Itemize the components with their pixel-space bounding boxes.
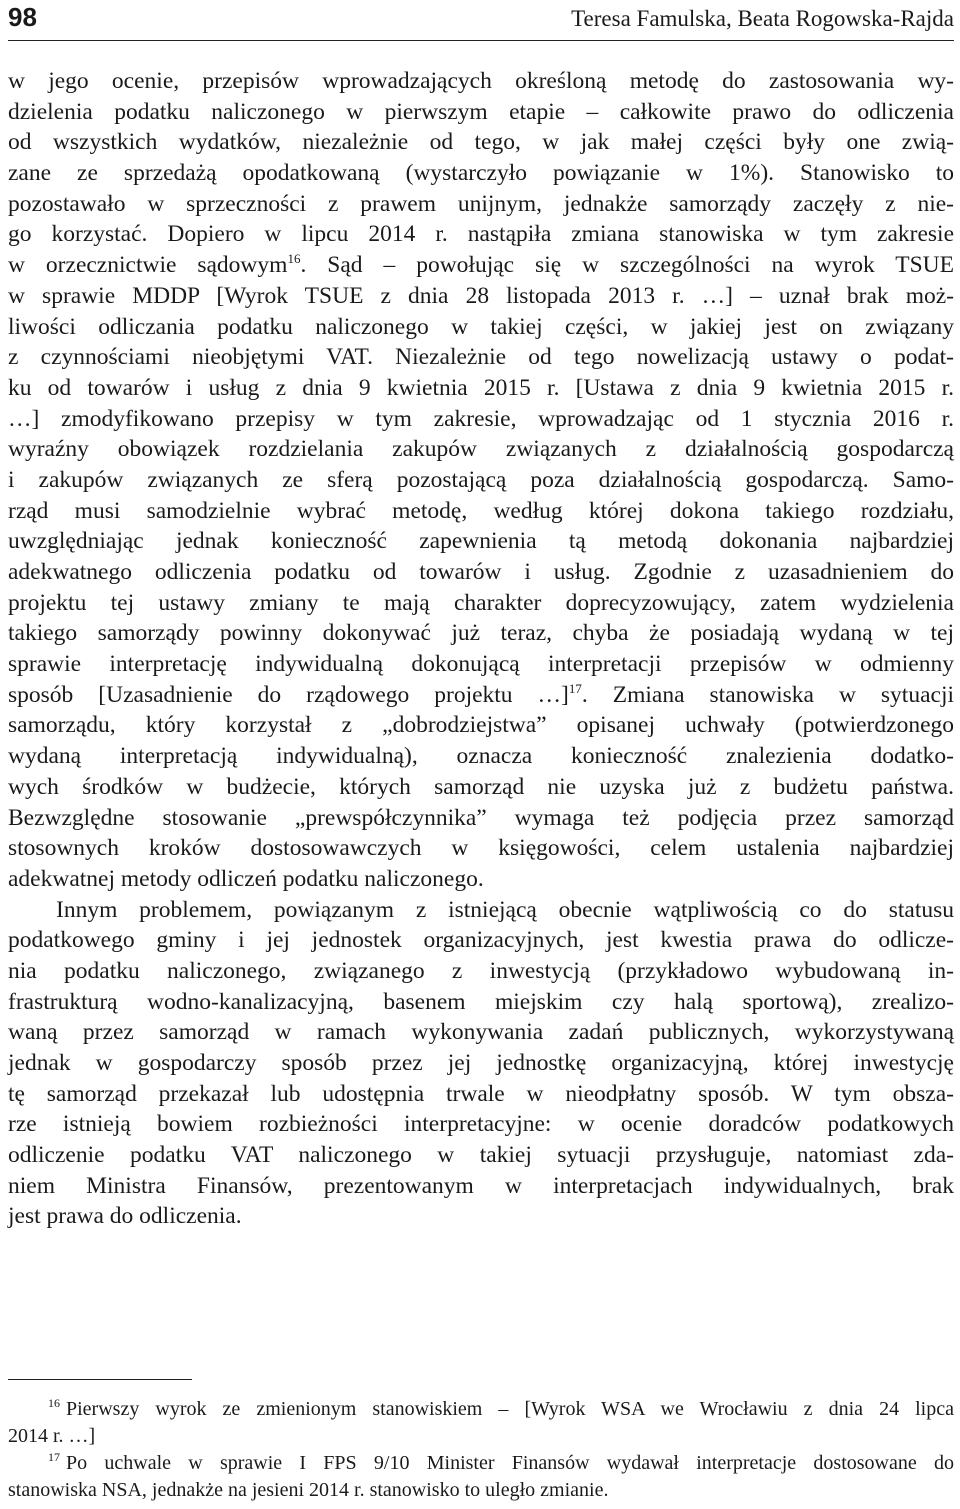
body-line: tę samorząd przekazał lub udostępnia trwale w nieodpłatny sposób. W tym obsza- — [8, 1080, 954, 1107]
footnotes — [8, 1396, 954, 1504]
body-line: adekwatnego odliczenia podatku od towarów i usług. Zgodnie z uzasadnieniem do — [8, 559, 954, 585]
body-line: zane ze sprzedażą opodatkowaną (wystarczyło powiązanie w 1%). Stanowisko to — [8, 160, 954, 187]
body-line: podatkowego gminy i jej jednostek organizacyjnych, jest kwestia prawa do odlicze- — [8, 927, 954, 954]
body-line: sprawie interpretację indywidualną dokonującą interpretacji przepisów w odmienny — [8, 651, 954, 678]
footnote-separator — [8, 1379, 192, 1380]
body-line: jest prawa do odliczenia. — [8, 1203, 242, 1230]
body-line: frastrukturą wodno-kanalizacyjną, basenem miejskim czy halą sportową), zrealizo- — [8, 988, 954, 1015]
document-page — [8, 0, 954, 1509]
body-line: w jego ocenie, przepisów wprowadzających określoną metodę do zastosowania wy- — [8, 68, 954, 94]
body-line: odliczenie podatku VAT naliczonego w takiej sytuacji przysługuje, natomiast zda- — [8, 1142, 954, 1169]
body-line: projektu tej ustawy zmiany te mają charakter doprecyzowujący, zatem wydzielenia — [8, 589, 954, 616]
body-line: i zakupów związanych ze sferą pozostającą poza działalnością gospodarczą. Samo- — [8, 466, 954, 493]
footnote-text: Pierwszy wyrok ze zmienionym stanowiskiem – [Wyrok WSA we Wrocławiu z dnia 24 lipca — [66, 1398, 954, 1420]
footnote-17 — [8, 1450, 954, 1477]
body-line: waną przez samorząd w ramach wykonywania zadań publicznych, wykorzystywaną — [8, 1019, 954, 1046]
body-line: wych środków w budżecie, których samorząd nie uzyska już z budżetu państwa. — [8, 773, 954, 800]
page-header — [8, 0, 954, 41]
body-line: takiego samorządy powinny dokonywać już teraz, chyba że posiadają wydaną w tej — [8, 620, 954, 647]
body-line: wydaną interpretacją indywidualną), oznacza konieczność znalezienia dodatko- — [8, 743, 954, 770]
body-line-with-footnote-ref — [8, 680, 954, 711]
footnote-marker: 17 — [48, 1450, 60, 1464]
body-line: niem Ministra Finansów, prezentowanym w interpretacjach indywidualnych, brak — [8, 1172, 954, 1199]
body-line: uwzględniając jednak konieczność zapewnienia tą metodą dokonania najbardziej — [8, 528, 954, 555]
paragraph-2-first-line: Innym problemem, powiązanym z istniejącą obecnie wątpliwością co do statusu — [56, 896, 954, 923]
footnote-16 — [8, 1396, 954, 1423]
text-run: sposób [Uzasadnienie do rządowego projektu …] — [8, 681, 569, 708]
text-run: . Sąd – powołując się w szczególności na wyrok TSUE — [300, 252, 954, 279]
body-line: adekwatnej metody odliczeń podatku naliczonego. — [8, 865, 484, 892]
footnote-17-continuation: stanowiska NSA, jednakże na jesieni 2014 r. stanowisko to uległo zmianie. — [8, 1479, 609, 1501]
running-head-authors: Teresa Famulska, Beata Rogowska-Rajda — [571, 6, 954, 31]
text-run: w orzecznictwie sądowym — [8, 252, 288, 279]
body-line-with-footnote-ref — [8, 250, 954, 281]
footnote-ref-17: 17 — [568, 680, 582, 696]
body-line: dzielenia podatku naliczonego w pierwszym etapie – całkowite prawo do odliczenia — [8, 98, 954, 125]
text-run: . Zmiana stanowiska w sytuacji — [581, 681, 954, 708]
page-number: 98 — [8, 2, 37, 32]
body-line: go korzystać. Dopiero w lipcu 2014 r. nastąpiła zmiana stanowiska w tym zakresie — [8, 221, 954, 248]
body-line: liwości odliczania podatku naliczonego w takiej części, w jakiej jest on związany — [8, 313, 954, 340]
body-line: samorządu, który korzystał z „dobrodziejstwa” opisanej uchwały (potwierdzonego — [8, 712, 954, 739]
body-line: stosownych kroków dostosowawczych w księgowości, celem ustalenia najbardziej — [8, 835, 954, 862]
body-line: rze istnieją bowiem rozbieżności interpretacyjne: w ocenie doradców podatkowych — [8, 1111, 954, 1138]
footnote-marker: 16 — [48, 1396, 60, 1410]
footnote-text: Po uchwale w sprawie I FPS 9/10 Minister Finansów wydawał interpretacje dostosowane do — [66, 1452, 954, 1474]
body-line: …] zmodyfikowano przepisy w tym zakresie, wprowadzając od 1 stycznia 2016 r. — [8, 405, 954, 432]
footnote-16-continuation: 2014 r. …] — [8, 1425, 96, 1447]
body-line: wyraźny obowiązek rozdzielania zakupów związanych z działalnością gospodarczą — [8, 436, 954, 463]
body-line: w sprawie MDDP [Wyrok TSUE z dnia 28 listopada 2013 r. …] – uznał brak moż- — [8, 282, 954, 309]
body-line: ku od towarów i usług z dnia 9 kwietnia 2015 r. [Ustawa z dnia 9 kwietnia 2015 r. — [8, 374, 954, 401]
body-line: nia podatku naliczonego, związanego z inwestycją (przykładowo wybudowaną in- — [8, 957, 954, 984]
body-line: jednak w gospodarczy sposób przez jej jednostkę organizacyjną, której inwestycję — [8, 1050, 954, 1076]
body-line: Bezwzględne stosowanie „prewspółczynnika” wymaga też podjęcia przez samorząd — [8, 804, 954, 831]
body-line: z czynnościami nieobjętymi VAT. Niezależnie od tego nowelizacją ustawy o podat- — [8, 344, 954, 371]
body-line: pozostawało w sprzeczności z prawem unijnym, jednakże samorządy zaczęły z nie- — [8, 190, 954, 217]
body-line: rząd musi samodzielnie wybrać metodę, według której dokona takiego rozdziału, — [8, 497, 954, 524]
body-text — [8, 66, 954, 1232]
body-line: od wszystkich wydatków, niezależnie od tego, w jak małej części były one zwią- — [8, 129, 954, 156]
footnote-ref-16: 16 — [287, 251, 301, 267]
